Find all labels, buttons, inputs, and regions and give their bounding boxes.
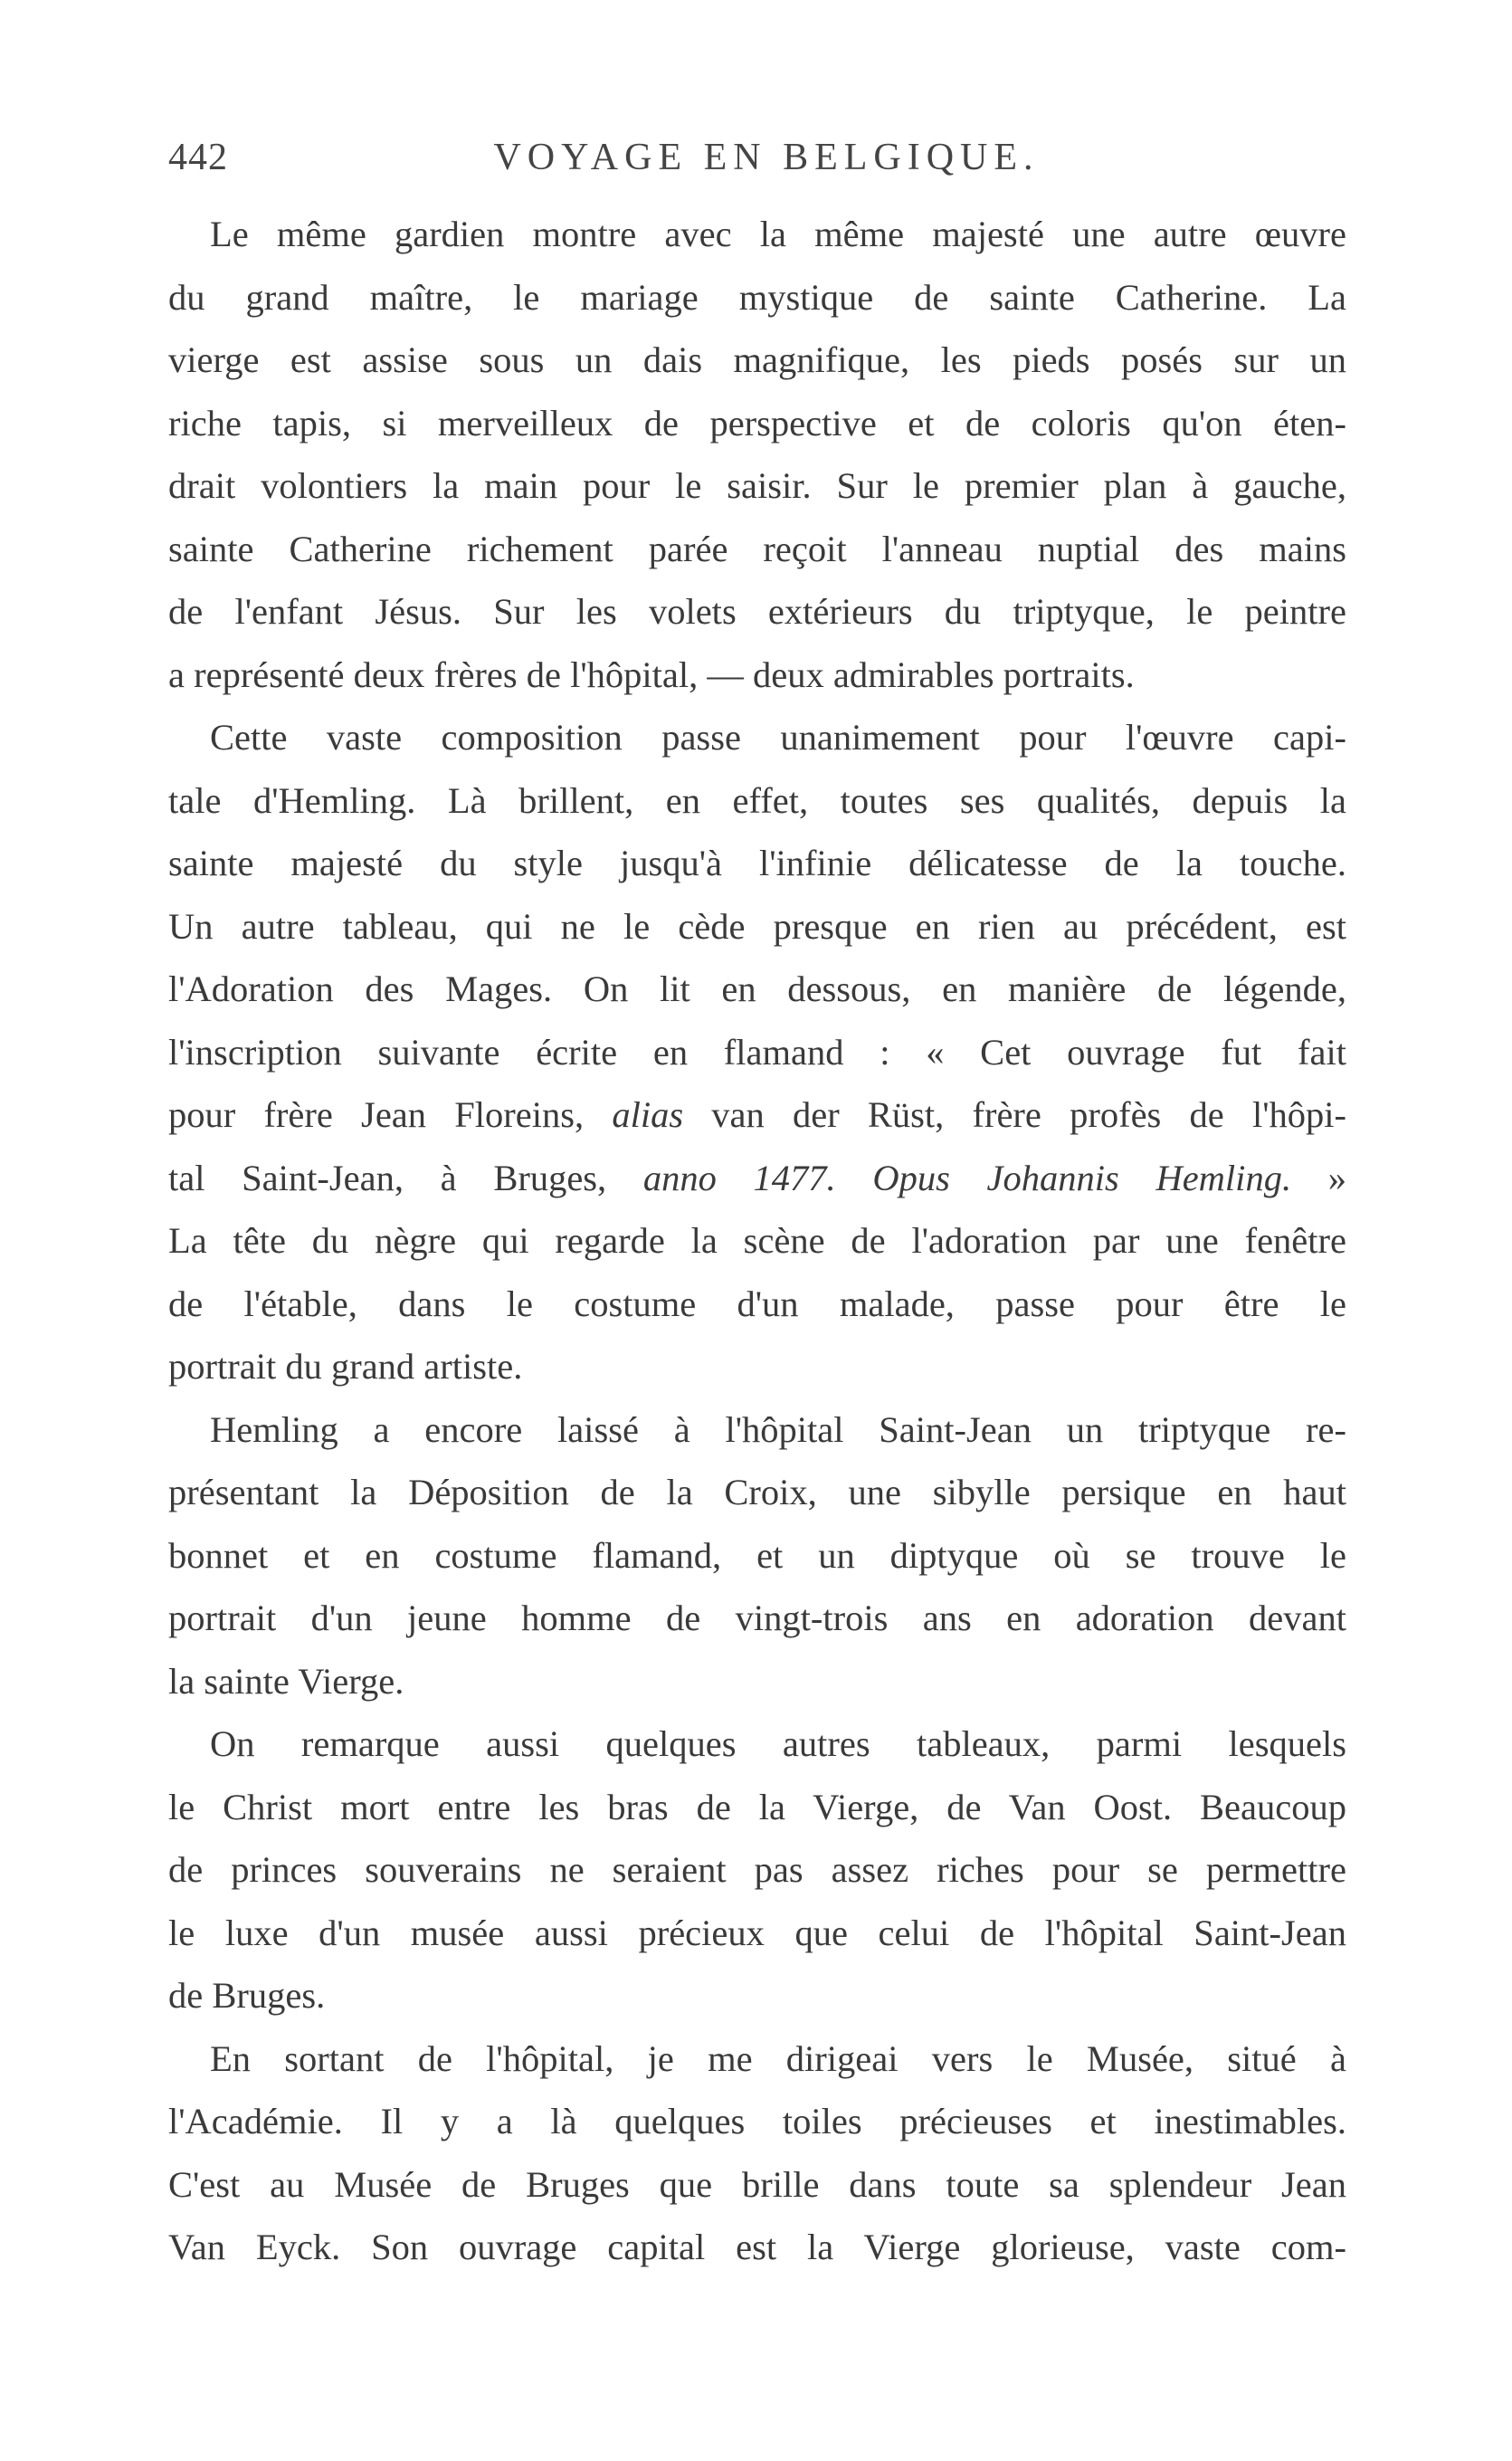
text-line: la sainte Vierge. xyxy=(168,1660,404,1702)
text-run: pour frère Jean Floreins, xyxy=(168,1094,613,1135)
text-line: a représenté deux frères de l'hôpital, — deux admirables portraits. xyxy=(168,653,1135,695)
text-line: C'est au Musée de Bruges que brille dans toute sa splendeur Jean xyxy=(168,2163,1346,2205)
italic-run: alias xyxy=(612,1094,684,1135)
text-line: Cette vaste composition passe unanimement pour l'œuvre capi- xyxy=(210,717,1346,758)
paragraph-musee xyxy=(168,2027,1346,2279)
running-head xyxy=(168,136,1346,190)
text-run: tal Saint-Jean, à Bruges, xyxy=(168,1157,643,1198)
text-line: En sortant de l'hôpital, je me dirigeai vers le Musée, situé à xyxy=(210,2037,1346,2079)
text-line: de l'étable, dans le costume d'un malade, passe pour être le xyxy=(168,1283,1346,1324)
text-line: riche tapis, si merveilleux de perspective et de coloris qu'on éten- xyxy=(168,402,1346,444)
text-line: Le même gardien montre avec la même majesté une autre œuvre xyxy=(210,214,1346,254)
text-line: vierge est assise sous un dais magnifique, les pieds posés sur un xyxy=(168,339,1346,380)
text-line: portrait d'un jeune homme de vingt-trois ans en adoration devant xyxy=(168,1598,1346,1638)
text-line: le luxe d'un musée aussi précieux que celui de l'hôpital Saint-Jean xyxy=(168,1912,1346,1953)
text-run: » xyxy=(1291,1157,1346,1198)
text-line-with-italic xyxy=(168,1083,1346,1147)
paragraph-gardien xyxy=(168,203,1346,706)
text-line: de princes souverains ne seraient pas assez riches pour se permettre xyxy=(168,1849,1346,1890)
text-line: le Christ mort entre les bras de la Vierge, de Van Oost. Beaucoup xyxy=(168,1786,1346,1827)
paragraph-composition xyxy=(168,706,1346,1398)
text-line: bonnet et en costume flamand, et un diptyque où se trouve le xyxy=(168,1534,1346,1576)
running-title: VOYAGE EN BELGIQUE. xyxy=(493,137,1040,178)
text-line: Hemling a encore laissé à l'hôpital Saint-Jean un triptyque re- xyxy=(210,1408,1346,1450)
body-text xyxy=(168,203,1346,2279)
paragraph-hemling xyxy=(168,1398,1346,1713)
text-line: de Bruges. xyxy=(168,1975,326,2016)
text-line: sainte Catherine richement parée reçoit l'anneau nuptial des mains xyxy=(168,528,1346,569)
paragraph-tableaux xyxy=(168,1712,1346,2027)
text-line: l'Académie. Il y a là quelques toiles précieuses et inestimables. xyxy=(168,2101,1346,2141)
text-line: Un autre tableau, qui ne le cède presque en rien au précédent, est xyxy=(168,905,1346,947)
text-run: van der Rüst, frère profès de l'hôpi- xyxy=(683,1094,1346,1135)
text-line: tale d'Hemling. Là brillent, en effet, toutes ses qualités, depuis la xyxy=(168,779,1346,821)
text-line: présentant la Déposition de la Croix, une sibylle persique en haut xyxy=(168,1472,1346,1512)
text-line: La tête du nègre qui regarde la scène de l'adoration par une fenêtre xyxy=(168,1220,1346,1261)
text-line: du grand maître, le mariage mystique de sainte Catherine. La xyxy=(168,276,1346,318)
text-line: Van Eyck. Son ouvrage capital est la Vierge glorieuse, vaste com- xyxy=(168,2227,1346,2267)
text-line: sainte majesté du style jusqu'à l'infinie délicatesse de la touche. xyxy=(168,843,1346,883)
text-line: portrait du grand artiste. xyxy=(168,1346,523,1387)
text-line: l'inscription suivante écrite en flamand : « Cet ouvrage fut fait xyxy=(168,1031,1346,1073)
text-line: On remarque aussi quelques autres tableaux, parmi lesquels xyxy=(210,1723,1346,1764)
text-line: de l'enfant Jésus. Sur les volets extérieurs du triptyque, le peintre xyxy=(168,591,1346,632)
text-line-with-italic xyxy=(168,1147,1346,1210)
text-line: l'Adoration des Mages. On lit en dessous, en manière de légende, xyxy=(168,968,1346,1009)
italic-run: anno 1477. Opus Johannis Hemling. xyxy=(642,1157,1292,1198)
page-number: 442 xyxy=(168,137,228,178)
text-line: drait volontiers la main pour le saisir. Sur le premier plan à gauche, xyxy=(168,465,1346,506)
